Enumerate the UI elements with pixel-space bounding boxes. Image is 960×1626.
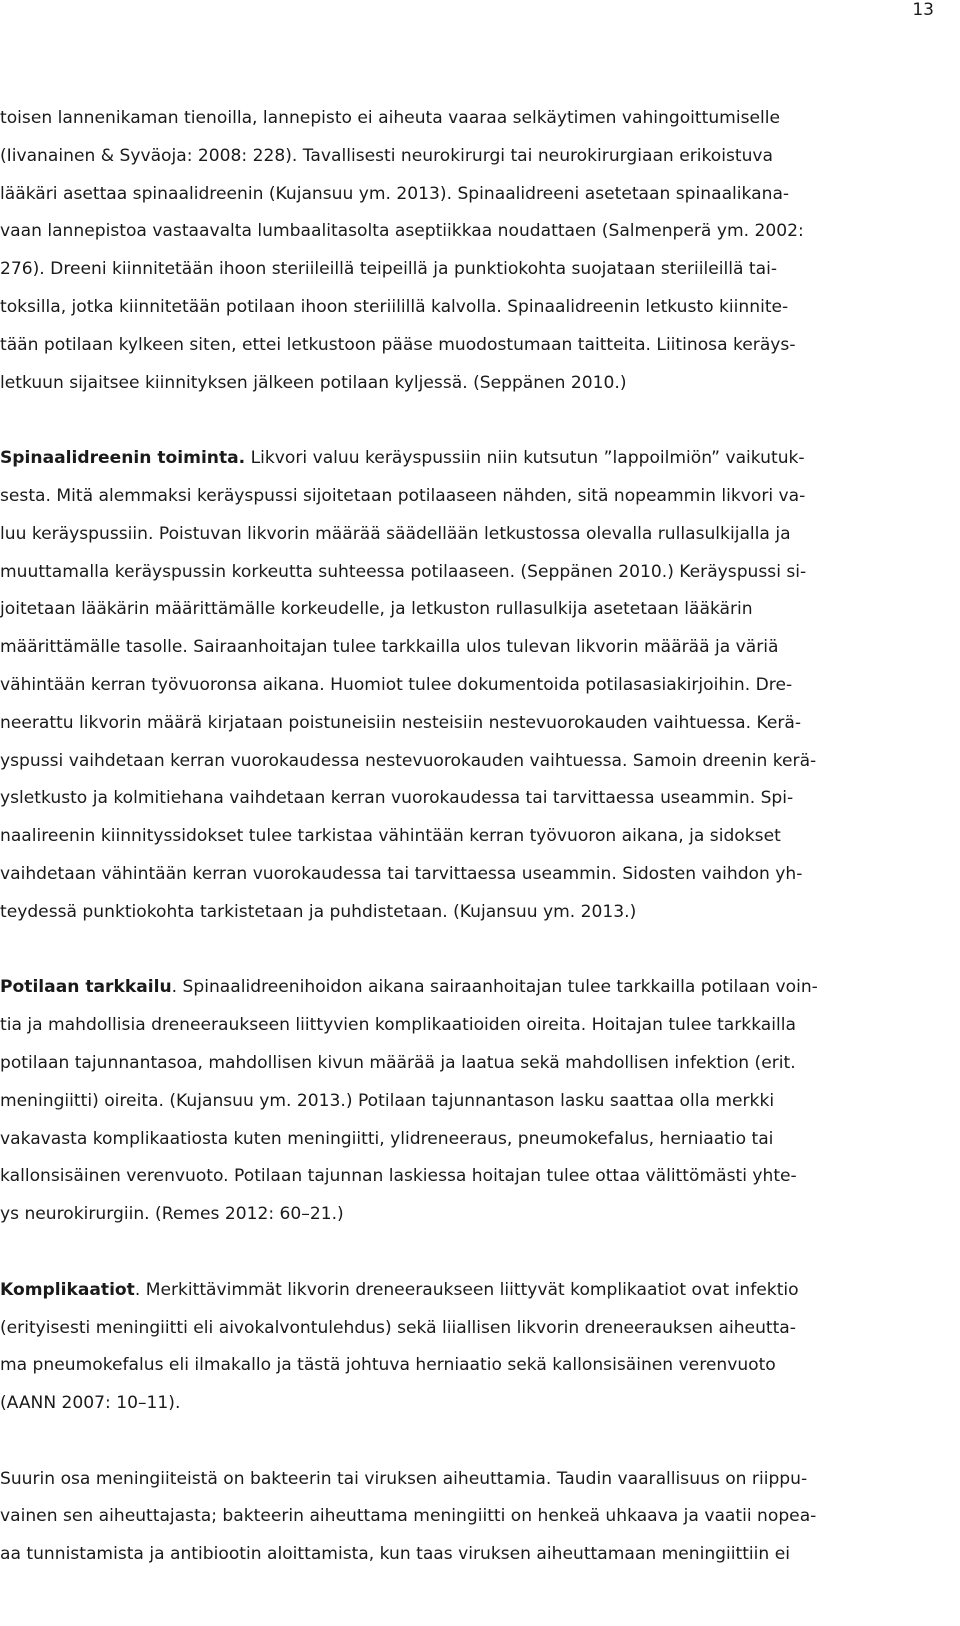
section-heading: Potilaan tarkkailu <box>0 977 172 998</box>
paragraph-gap <box>0 402 930 440</box>
text-line: vähintään kerran työvuoronsa aikana. Huomiot tulee dokumentoida potilasasiakirjoihin. Dre- <box>0 674 793 695</box>
section-spinaalidreenin-toiminta <box>0 440 930 931</box>
text-line <box>0 1272 930 1310</box>
text-line <box>0 969 930 1007</box>
text-run: Likvori valuu keräyspussiin niin kutsutun ”lappoilmiön” vaikutuk- <box>245 448 805 469</box>
text-line: ysletkusto ja kolmitiehana vaihdetaan kerran vuorokaudessa tai tarvittaessa useammin. Spi- <box>0 788 794 809</box>
text-line: (AANN 2007: 10–11). <box>0 1393 181 1414</box>
text-line: Suurin osa meningiiteistä on bakteerin tai viruksen aiheuttamia. Taudin vaarallisuus on riippu- <box>0 1468 808 1489</box>
page-number: 13 <box>912 0 934 20</box>
text-line: vakavasta komplikaatiosta kuten meningiitti, ylidreneeraus, pneumokefalus, herniaatio tai <box>0 1128 774 1149</box>
text-run: . Spinaalidreenihoidon aikana sairaanhoitajan tulee tarkkailla potilaan voin- <box>171 977 818 998</box>
paragraph-meningiitti <box>0 1461 930 1574</box>
text-line: 276). Dreeni kiinnitetään ihoon steriileillä teipeillä ja punktiokohta suojataan steriileillä tai- <box>0 259 777 280</box>
text-line: aa tunnistamista ja antibiootin aloittamista, kun taas viruksen aiheuttamaan meningiittiin ei <box>0 1544 790 1565</box>
text-line: tään potilaan kylkeen siten, ettei letkustoon pääse muodostumaan taitteita. Liitinosa keräys- <box>0 334 796 355</box>
text-line: vaihdetaan vähintään kerran vuorokaudessa tai tarvittaessa useammin. Sidosten vaihdon yh- <box>0 863 803 884</box>
text-line: (Iivanainen & Syväoja: 2008: 228). Tavallisesti neurokirurgi tai neurokirurgiaan erikoistuva <box>0 145 774 166</box>
text-run: . Merkittävimmät likvorin dreneeraukseen liittyvät komplikaatiot ovat infektio <box>134 1279 799 1300</box>
text-line: muuttamalla keräyspussin korkeutta suhteessa potilaaseen. (Seppänen 2010.) Keräyspussi si- <box>0 561 807 582</box>
text-line: neerattu likvorin määrä kirjataan poistuneisiin nesteisiin nestevuorokauden vaihtuessa. Kerä- <box>0 712 802 733</box>
text-line: letkuun sijaitsee kiinnityksen jälkeen potilaan kyljessä. (Seppänen 2010.) <box>0 372 627 393</box>
text-line: toisen lannenikaman tienoilla, lannepisto ei aiheuta vaaraa selkäytimen vahingoittumiselle <box>0 108 781 128</box>
paragraph-gap <box>0 1423 930 1461</box>
text-line: teydessä punktiokohta tarkistetaan ja puhdistetaan. (Kujansuu ym. 2013.) <box>0 901 637 922</box>
text-line: ys neurokirurgiin. (Remes 2012: 60–21.) <box>0 1204 344 1225</box>
text-line: vaan lannepistoa vastaavalta lumbaalitasolta aseptiikkaa noudattaen (Salmenperä ym. 2002: <box>0 221 804 242</box>
document-body <box>0 100 930 1574</box>
text-line: potilaan tajunnantasoa, mahdollisen kivun määrää ja laatua sekä mahdollisen infektion (erit. <box>0 1052 796 1073</box>
text-line: sesta. Mitä alemmaksi keräyspussi sijoitetaan potilaaseen nähden, sitä nopeammin likvori va- <box>0 485 806 506</box>
text-line: lääkäri asettaa spinaalidreenin (Kujansuu ym. 2013). Spinaalidreeni asetetaan spinaalikana- <box>0 183 790 204</box>
text-line: naalireenin kiinnityssidokset tulee tarkistaa vähintään kerran työvuoron aikana, ja sidokset <box>0 826 781 847</box>
section-heading: Komplikaatiot <box>0 1279 135 1300</box>
section-heading: Spinaalidreenin toiminta. <box>0 448 246 469</box>
text-line: määrittämälle tasolle. Sairaanhoitajan tulee tarkkailla ulos tulevan likvorin määrää ja väriä <box>0 637 779 658</box>
text-line: (erityisesti meningiitti eli aivokalvontulehdus) sekä liiallisen likvorin dreneerauksen aiheutta- <box>0 1317 796 1338</box>
text-line: vainen sen aiheuttajasta; bakteerin aiheuttama meningiitti on henkeä uhkaava ja vaatii nopea- <box>0 1506 817 1527</box>
section-komplikaatiot <box>0 1272 930 1423</box>
text-line: tia ja mahdollisia dreneeraukseen liittyvien komplikaatioiden oireita. Hoitajan tulee tarkkailla <box>0 1015 796 1036</box>
section-potilaan-tarkkailu <box>0 969 930 1234</box>
text-line: meningiitti) oireita. (Kujansuu ym. 2013.) Potilaan tajunnantason lasku saattaa olla merkki <box>0 1090 775 1111</box>
text-line: toksilla, jotka kiinnitetään potilaan ihoon steriilillä kalvolla. Spinaalidreenin letkusto kiinnite- <box>0 296 789 317</box>
text-line: ma pneumokefalus eli ilmakallo ja tästä johtuva herniaatio sekä kallonsisäinen verenvuoto <box>0 1355 776 1376</box>
text-line: yspussi vaihdetaan kerran vuorokaudessa nestevuorokauden vaihtuessa. Samoin dreenin kerä- <box>0 750 817 771</box>
paragraph-gap <box>0 932 930 970</box>
paragraph-gap <box>0 1234 930 1272</box>
text-line <box>0 440 930 478</box>
paragraph-intro <box>0 100 930 402</box>
text-line: luu keräyspussiin. Poistuvan likvorin määrää säädellään letkustossa olevalla rullasulkijalla ja <box>0 523 791 544</box>
text-line: kallonsisäinen verenvuoto. Potilaan tajunnan laskiessa hoitajan tulee ottaa välittömästi yhte- <box>0 1166 797 1187</box>
text-line: joitetaan lääkärin määrittämälle korkeudelle, ja letkuston rullasulkija asetetaan lääkärin <box>0 599 753 620</box>
